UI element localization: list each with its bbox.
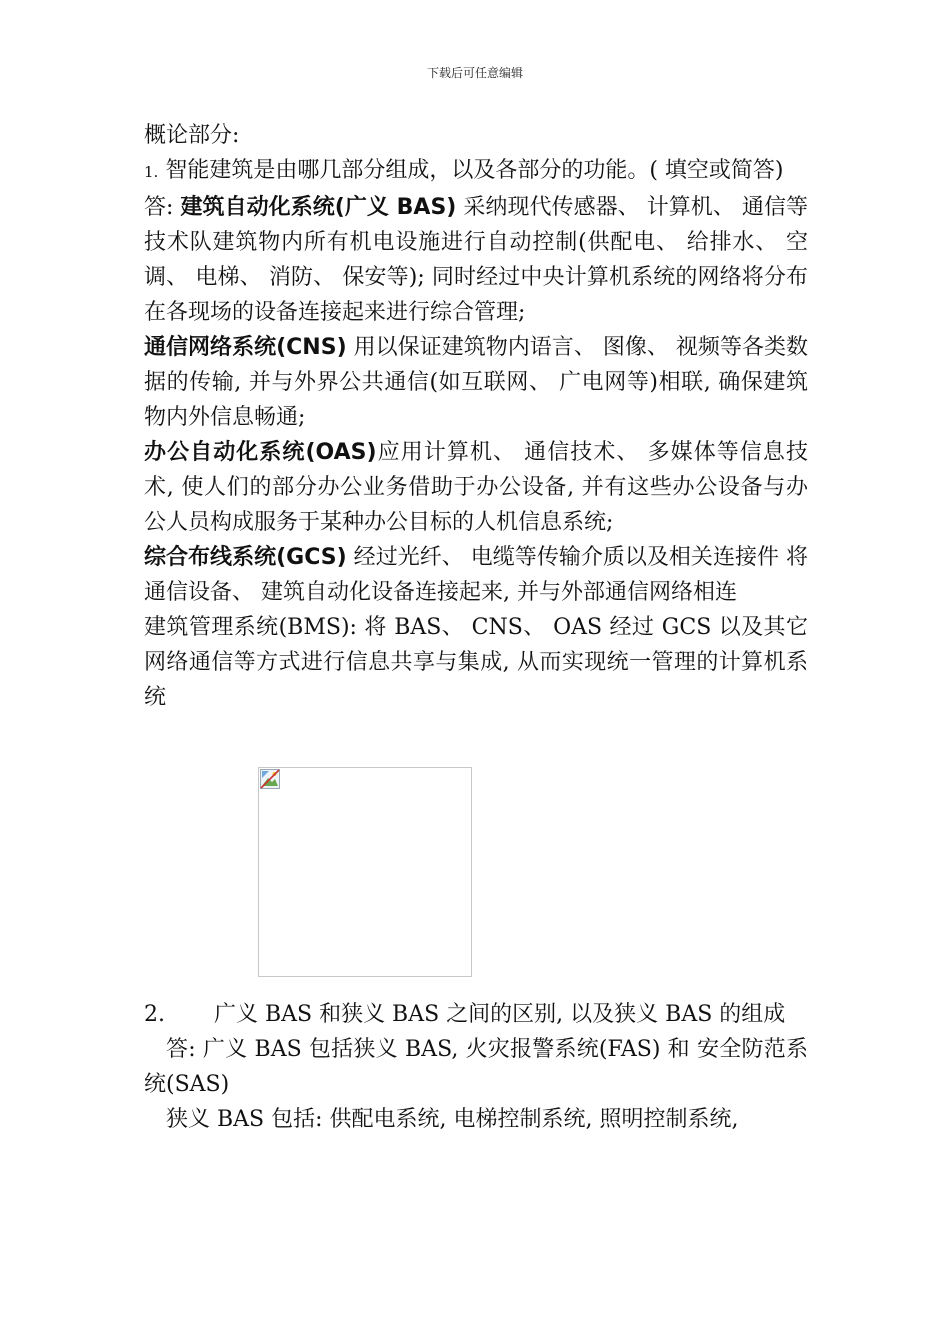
page-header: 下载后可任意编辑 [426,66,523,80]
system-bas [144,190,808,330]
system-gcs-name: 综合布线系统(GCS) [144,545,347,570]
question-1 [144,153,808,190]
system-bas-desc: 采纳现代传感器、 计算机、 通信等技术队建筑物内所有机电设施进行自动控制(供配电、 给排水、 空调、 电梯、 消防、 保安等); 同时经过中央计算机系统的网络将分布在各现场的设备连接起来进行综合管理; [144,195,808,325]
question-1-text: 智能建筑是由哪几部分组成，以及各部分的功能。( 填空或简答) [165,158,784,183]
system-bms: 建筑管理系统(BMS): 将 BAS、 CNS、 OAS 经过 GCS 以及其它网络通信等方式进行信息共享与集成, 从而实现统一管理的计算机系统 [144,615,808,710]
broken-image-icon [260,769,280,789]
question-2-answer: 答: 广义 BAS 包括狭义 BAS, 火灾报警系统(FAS) 和 安全防范系统(SAS) [144,1037,808,1097]
answer-label: 答: [144,195,174,220]
system-oas-desc: 应用计算机、 通信技术、 多媒体等信息技术, 使人们的部分办公业务借助于办公设备, 并有这些办公设备与办公人员构成服务于某种办公目标的人机信息系统; [144,440,808,535]
system-cns-name: 通信网络系统(CNS) [144,335,347,360]
question-1-number: 1. [144,163,159,181]
image-placeholder [258,767,472,977]
question-2 [144,997,808,1032]
question-2-number: 2. [144,1002,165,1027]
system-gcs [144,540,808,610]
system-gcs-desc: 经过光纤、 电缆等传输介质以及相关连接件 将通信设备、 建筑自动化设备连接起来, 并与外部通信网络相连 [144,545,808,605]
question-2-text: 广义 BAS 和狭义 BAS 之间的区别, 以及狭义 BAS 的组成 [213,1002,786,1027]
system-oas-name: 办公自动化系统(OAS) [144,440,377,465]
system-bas-name: 建筑自动化系统(广义 BAS) [180,195,457,220]
section-title: 概论部分: [144,123,240,148]
system-oas [144,435,808,540]
spacer [144,715,808,767]
document-body [144,118,808,1137]
question-2-narrow-bas: 狭义 BAS 包括: 供配电系统, 电梯控制系统, 照明控制系统, [166,1107,739,1132]
system-cns-desc: 用以保证建筑物内语言、 图像、 视频等各类数据的传输, 并与外界公共通信(如互联网、 广电网等)相联, 确保建筑物内外信息畅通; [144,335,808,430]
system-cns [144,330,808,435]
